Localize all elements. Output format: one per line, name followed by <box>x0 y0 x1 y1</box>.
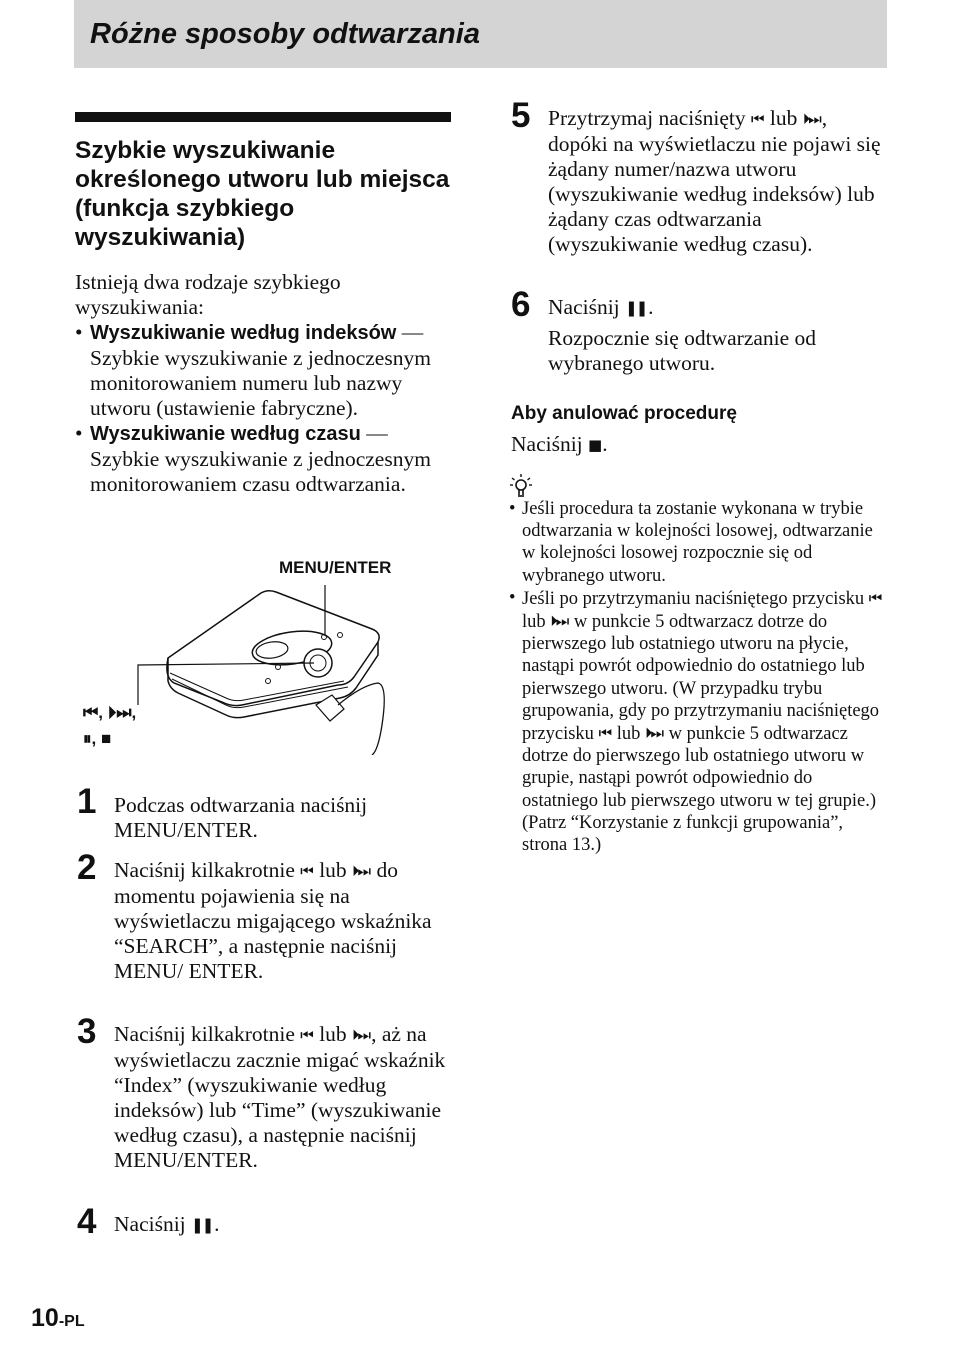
step-text-part: Naciśnij <box>548 295 626 319</box>
header-band <box>74 0 887 68</box>
bullet-label: Wyszukiwanie według indeksów <box>90 322 397 344</box>
cancel-text <box>511 432 608 458</box>
step-text <box>114 1022 453 1173</box>
step-text-part: lub <box>313 1022 353 1046</box>
list-item <box>75 421 453 497</box>
bullet-text: — Szybkie wyszukiwanie z jednoczesnym monitorowaniem czasu odtwarzania. <box>90 421 431 496</box>
section-rule <box>75 112 451 122</box>
prev-track-icon: ⏮ <box>751 110 763 128</box>
menu-enter-label: MENU/ENTER <box>279 558 392 577</box>
step-text <box>548 106 887 257</box>
step-text-part: , dopóki na wyświetlaczu nie pojawi się żądany numer/nazwa utworu (wyszukiwanie według indeksów) lub żądany czas odtwarzania (wyszukiwanie według czasu). <box>548 106 881 256</box>
step-text <box>114 793 453 843</box>
page-number <box>31 1304 85 1333</box>
step-number: 4 <box>77 1202 97 1241</box>
tip-text: lub <box>522 612 551 633</box>
step-text-part: . <box>648 295 654 319</box>
cancel-text-part: Naciśnij <box>511 432 589 456</box>
step-text <box>114 1212 453 1238</box>
next-track-icon: ⏵⏭ <box>644 724 662 743</box>
step-number: 2 <box>77 848 97 887</box>
tip-text: w punkcie 5 odtwarzacz dotrze do pierwszego lub ostatniego utworu na płycie, nastąpi powrót odpowiednio do ostatniego lub pierwszego utworu. (W przypadku trybu grupowania, gdy po przytrzymaniu naciśniętego przycisku <box>522 612 880 745</box>
list-item <box>75 320 453 421</box>
bullet-dot: • <box>75 320 83 344</box>
step-text <box>114 858 453 984</box>
search-types-list <box>75 320 453 497</box>
device-illustration <box>82 555 412 755</box>
prev-track-icon: ⏮ <box>300 1026 312 1044</box>
step-number: 1 <box>77 782 97 821</box>
prev-track-icon: ⏮ <box>300 862 312 880</box>
page-number-value: 10 <box>31 1304 59 1332</box>
bullet-dot: • <box>75 421 83 445</box>
tips-list <box>509 498 889 856</box>
left-column <box>75 112 453 497</box>
step-text-part: . <box>214 1212 220 1236</box>
step-2 <box>77 848 453 984</box>
bullet-text: — Szybkie wyszukiwanie z jednoczesnym monitorowaniem numeru lub nazwy utworu (ustawienie fabryczne). <box>90 320 431 420</box>
bullet-label: Wyszukiwanie według czasu <box>90 423 361 445</box>
cancel-text-part: . <box>602 432 608 456</box>
cancel-heading: Aby anulować procedurę <box>511 403 737 424</box>
md-player-drawing <box>82 555 412 755</box>
next-track-icon: ⏵⏭ <box>352 862 370 880</box>
next-track-icon: ⏵⏭ <box>802 110 820 128</box>
step-text-part: Naciśnij kilkakrotnie <box>114 1022 301 1046</box>
step-text-part: lub <box>313 858 353 882</box>
step-text-part: Naciśnij <box>114 1212 192 1236</box>
step-text-part: Przytrzymaj naciśnięty <box>548 106 751 130</box>
step-text-part: Naciśnij kilkakrotnie <box>114 858 301 882</box>
page-language-suffix: -PL <box>58 1313 85 1330</box>
step-number: 5 <box>511 96 531 135</box>
step-number: 6 <box>511 285 531 324</box>
step-3 <box>77 1012 453 1173</box>
pause-icon: ❚❚ <box>625 299 647 317</box>
section-title: Szybkie wyszukiwanie określonego utworu lub miejsca (funkcja szybkiego wyszukiwania) <box>75 137 450 251</box>
step-1 <box>77 782 453 843</box>
tip-item <box>509 498 889 587</box>
step-result: Rozpocznie się odtwarzanie od wybranego utworu. <box>548 326 817 375</box>
prev-track-icon: ⏮ <box>868 588 881 607</box>
step-4 <box>77 1202 453 1241</box>
tip-text: Jeśli po przytrzymaniu naciśniętego przycisku <box>522 588 869 609</box>
intro-text: Istnieją dwa rodzaje szybkiego wyszukiwania: <box>75 270 341 319</box>
prev-track-icon: ⏮ <box>598 724 611 743</box>
pause-icon: ❚❚ <box>191 1216 213 1234</box>
step-text <box>548 295 887 376</box>
tip-text: w punkcie 5 odtwarzacz dotrze do pierwszego lub ostatniego utworu w grupie, nastąpi powrót odpowiednio do ostatniego lub pierwszego utworu w tej grupie.) (Patrz “Korzystanie z funkcji grupowania”, strona 13.) <box>522 724 876 856</box>
step-number: 3 <box>77 1012 97 1051</box>
next-track-icon: ⏵⏭ <box>550 612 568 631</box>
step-line <box>548 295 887 321</box>
step-6 <box>511 285 887 376</box>
page-title: Różne sposoby odtwarzania <box>90 18 480 50</box>
step-text-part: , aż na wyświetlaczu zacznie migać wskaźnik “Index” (wyszukiwanie według indeksów) lub “Time” (wyszukiwanie według czasu), a następnie naciśnij MENU/ENTER. <box>114 1022 446 1172</box>
buttons-label-2: ⏸, ■ <box>83 729 112 748</box>
step-text-part: Podczas odtwarzania naciśnij MENU/ENTER. <box>114 793 368 842</box>
tip-item <box>509 587 889 856</box>
tip-lightbulb-icon <box>509 472 533 500</box>
tip-text: lub <box>612 724 645 745</box>
tip-text: Jeśli procedura ta zostanie wykonana w trybie odtwarzania w kolejności losowej, odtwarzanie w kolejności losowej rozpocznie się od wybranego utworu. <box>522 499 873 586</box>
bullet-dot: • <box>509 499 516 519</box>
step-text-part: do momentu pojawienia się na wyświetlaczu migającego wskaźnika “SEARCH”, a następnie naciśnij MENU/ ENTER. <box>114 858 432 983</box>
next-track-icon: ⏵⏭ <box>352 1026 370 1044</box>
buttons-label-1: ⏮, ⏵⏭, <box>83 703 137 722</box>
bullet-dot: • <box>509 587 516 608</box>
stop-icon: ■ <box>588 436 601 454</box>
step-text-part: lub <box>764 106 803 130</box>
step-5 <box>511 96 887 257</box>
